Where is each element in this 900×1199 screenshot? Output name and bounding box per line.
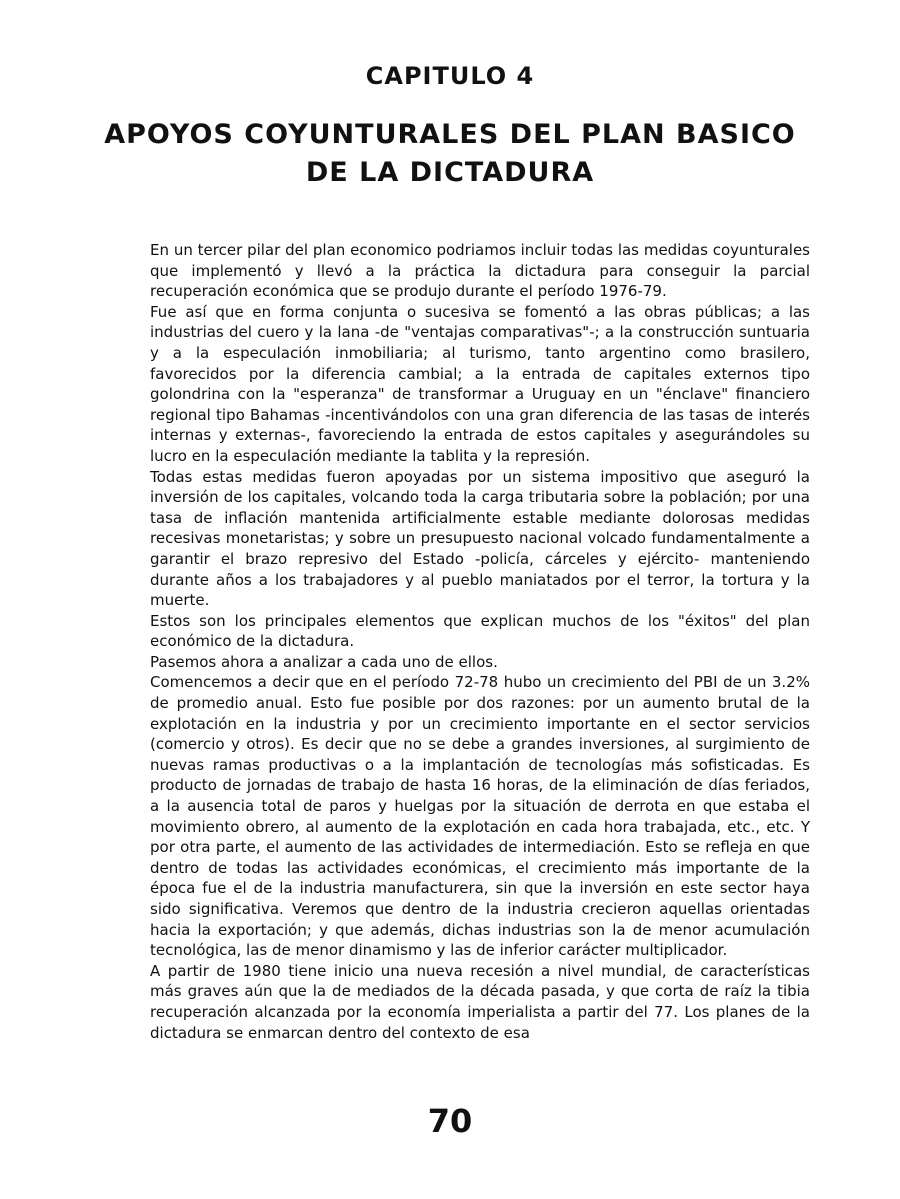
paragraph: Comencemos a decir que en el período 72-78 hubo un crecimiento del PBI de un 3.2% de promedio anual. Esto fue posible por dos razones: por un aumento brutal de la explotación en la industria y por un crecimiento importante en el sector servicios (comercio y otros). Es decir que no se debe a grandes inversiones, al surgimiento de nuevas ramas productivas o a la implantación de tecnologías más sofisticadas. Es producto de jornadas de trabajo de hasta 16 horas, de la eliminación de días feriados, a la ausencia total de paros y huelgas por la situación de derrota en que estaba el movimiento obrero, al aumento de la explotación en cada hora trabajada, etc., etc. Y por otra parte, el aumento de las actividades de intermediación. Esto se refleja en que dentro de todas las actividades económicas, el crecimiento más importante de la época fue el de la industria manufacturera, sin que la inversión en este sector haya sido significativa. Veremos que dentro de la industria crecieron aquellas orientadas hacia la exportación; y que además, dichas industrias son la de menor acumulación tecnológica, las de menor dinamismo y las de inferior carácter multiplicador. bbox=[150, 673, 810, 960]
paragraph: Pasemos ahora a analizar a cada uno de ellos. bbox=[150, 652, 498, 671]
paragraph: Estos son los principales elementos que explican muchos de los "éxitos" del plan económico de la dictadura. bbox=[150, 611, 810, 651]
chapter-title-line: DE LA DICTADURA bbox=[305, 157, 595, 188]
paragraph: A partir de 1980 tiene inicio una nueva recesión a nivel mundial, de características más graves aún que la de mediados de la década pasada, y que corta de raíz la tibia recuperación alcanzada por la economía imperialista a partir del 77. Los planes de la dictadura se enmarcan dentro del contexto de esa bbox=[150, 961, 810, 1042]
body-text bbox=[150, 240, 810, 1043]
chapter-title-line: APOYOS COYUNTURALES DEL PLAN BASICO bbox=[104, 119, 796, 150]
paragraph: Todas estas medidas fueron apoyadas por un sistema impositivo que aseguró la inversión de los capitales, volcando toda la carga tributaria sobre la población; por una tasa de inflación mantenida artificialmente estable mediante dolorosas medidas recesivas monetaristas; y sobre un presupuesto nacional volcado fundamentalmente a garantir el brazo represivo del Estado -policía, cárceles y ejército- manteniendo durante años a los trabajadores y al pueblo maniatados por el terror, la tortura y la muerte. bbox=[150, 467, 810, 610]
chapter-heading: CAPITULO 4 bbox=[365, 62, 535, 90]
page-number: 70 bbox=[427, 1102, 473, 1140]
paragraph: Fue así que en forma conjunta o sucesiva se fomentó a las obras públicas; a las industrias del cuero y la lana -de "ventajas comparativas"-; a la construcción suntuaria y a la especulación inmobiliaria; al turismo, tanto argentino como brasilero, favorecidos por la diferencia cambial; a la entrada de capitales externos tipo golondrina con la "esperanza" de transformar a Uruguay en un "énclave" financiero regional tipo Bahamas -incentivándolos con una gran diferencia de las tasas de interés internas y externas-, favoreciendo la entrada de estos capitales y asegurándoles su lucro en la especulación mediante la tablita y la represión. bbox=[150, 302, 810, 465]
paragraph: En un tercer pilar del plan economico podriamos incluir todas las medidas coyunturales que implementó y llevó a la práctica la dictadura para conseguir la parcial recuperación económica que se produjo durante el período 1976-79. bbox=[150, 241, 810, 301]
chapter-title bbox=[0, 116, 900, 192]
